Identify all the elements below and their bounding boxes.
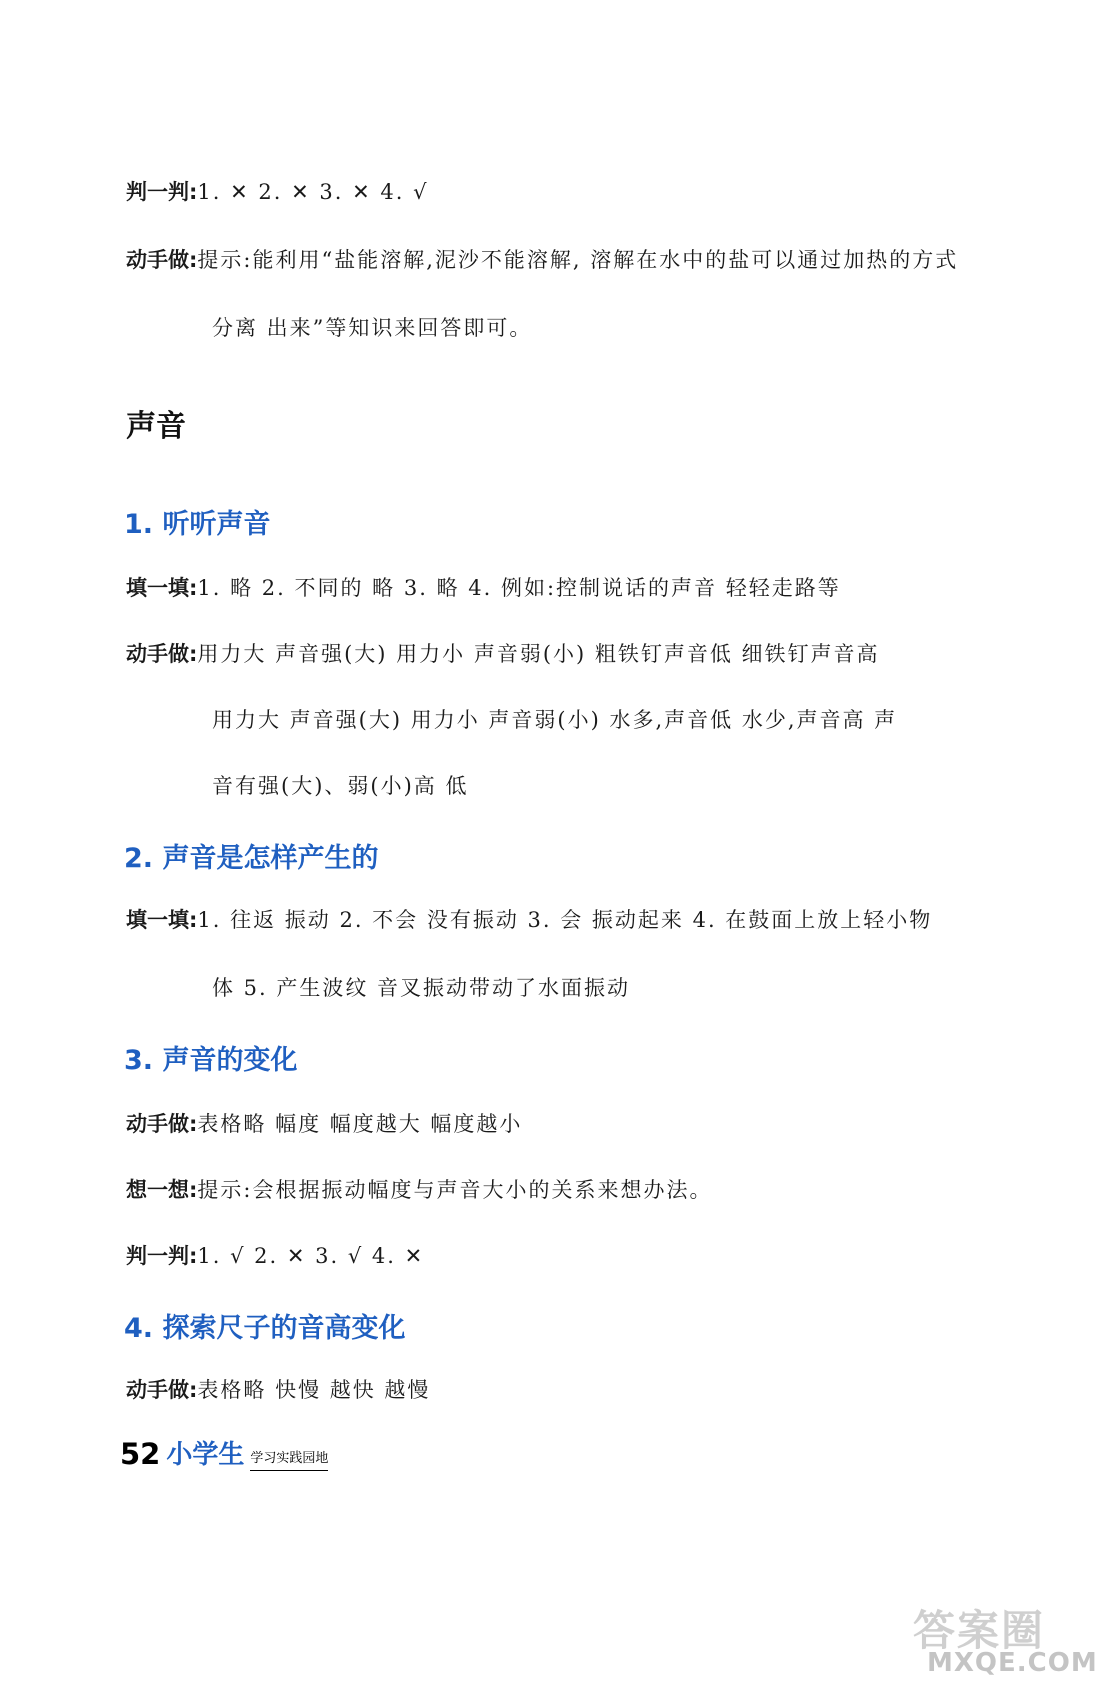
footer-subtitle: 学习实践园地	[250, 1447, 328, 1471]
line-label: 填一填:	[126, 908, 198, 932]
line-label: 判一判:	[126, 180, 198, 204]
line-text: 表格略 幅度 幅度越大 幅度越小	[197, 1112, 523, 1136]
answer-line-continuation: 音有强(大)、弱(小)高 低	[212, 774, 469, 798]
section-title-3: 3. 声音的变化	[124, 1045, 298, 1076]
line-label: 判一判:	[126, 1244, 198, 1268]
answer-line-continuation: 体 5. 产生波纹 音叉振动带动了水面振动	[212, 976, 631, 1000]
line-text: 用力大 声音强(大) 用力小 声音弱(小) 粗铁钉声音低 细铁钉声音高	[197, 642, 880, 666]
answer-line-think	[126, 1174, 712, 1204]
page-number: 52	[120, 1437, 161, 1471]
section-title-2: 2. 声音是怎样产生的	[124, 843, 379, 874]
answer-line-fill	[126, 572, 841, 602]
line-label: 动手做:	[126, 248, 198, 272]
line-text: 1. 略 2. 不同的 略 3. 略 4. 例如:控制说话的声音 轻轻走路等	[197, 576, 841, 600]
answer-line-continuation: 用力大 声音强(大) 用力小 声音弱(小) 水多,声音低 水少,声音高 声	[212, 708, 898, 732]
line-label: 动手做:	[126, 642, 198, 666]
answer-line-hands-on	[126, 638, 880, 668]
line-label: 动手做:	[126, 1112, 198, 1136]
line-label: 填一填:	[126, 576, 198, 600]
line-text: 提示:能利用“盐能溶解,泥沙不能溶解, 溶解在水中的盐可以通过加热的方式	[197, 248, 959, 272]
answer-line-hands-on	[126, 244, 958, 274]
line-text: 表格略 快慢 越快 越慢	[197, 1378, 431, 1402]
answer-line-hands-on	[126, 1374, 430, 1404]
answer-line-fill	[126, 904, 932, 934]
line-label: 动手做:	[126, 1378, 198, 1402]
section-title-4: 4. 探索尺子的音高变化	[124, 1313, 406, 1344]
line-text: 1. √ 2. ✕ 3. √ 4. ✕	[197, 1244, 425, 1268]
answer-line-hands-on	[126, 1108, 522, 1138]
line-label: 想一想:	[126, 1178, 198, 1202]
line-text: 1. ✕ 2. ✕ 3. ✕ 4. √	[197, 180, 429, 204]
section-title-1: 1. 听听声音	[124, 509, 271, 540]
watermark-logo: 答案圈	[913, 1606, 1046, 1655]
answer-line-judge	[126, 1240, 424, 1270]
answer-line-continuation: 分离 出来”等知识来回答即可。	[212, 316, 533, 340]
watermark	[905, 1598, 1105, 1684]
line-text: 提示:会根据振动幅度与声音大小的关系来想办法。	[197, 1178, 713, 1202]
line-text: 1. 往返 振动 2. 不会 没有振动 3. 会 振动起来 4. 在鼓面上放上轻小物	[197, 908, 933, 932]
chapter-title: 声音	[126, 409, 186, 444]
footer-brand: 小学生	[166, 1440, 245, 1470]
watermark-url: MXQE.COM	[927, 1648, 1098, 1678]
page-footer	[120, 1434, 328, 1471]
answer-line-judge	[126, 176, 428, 206]
